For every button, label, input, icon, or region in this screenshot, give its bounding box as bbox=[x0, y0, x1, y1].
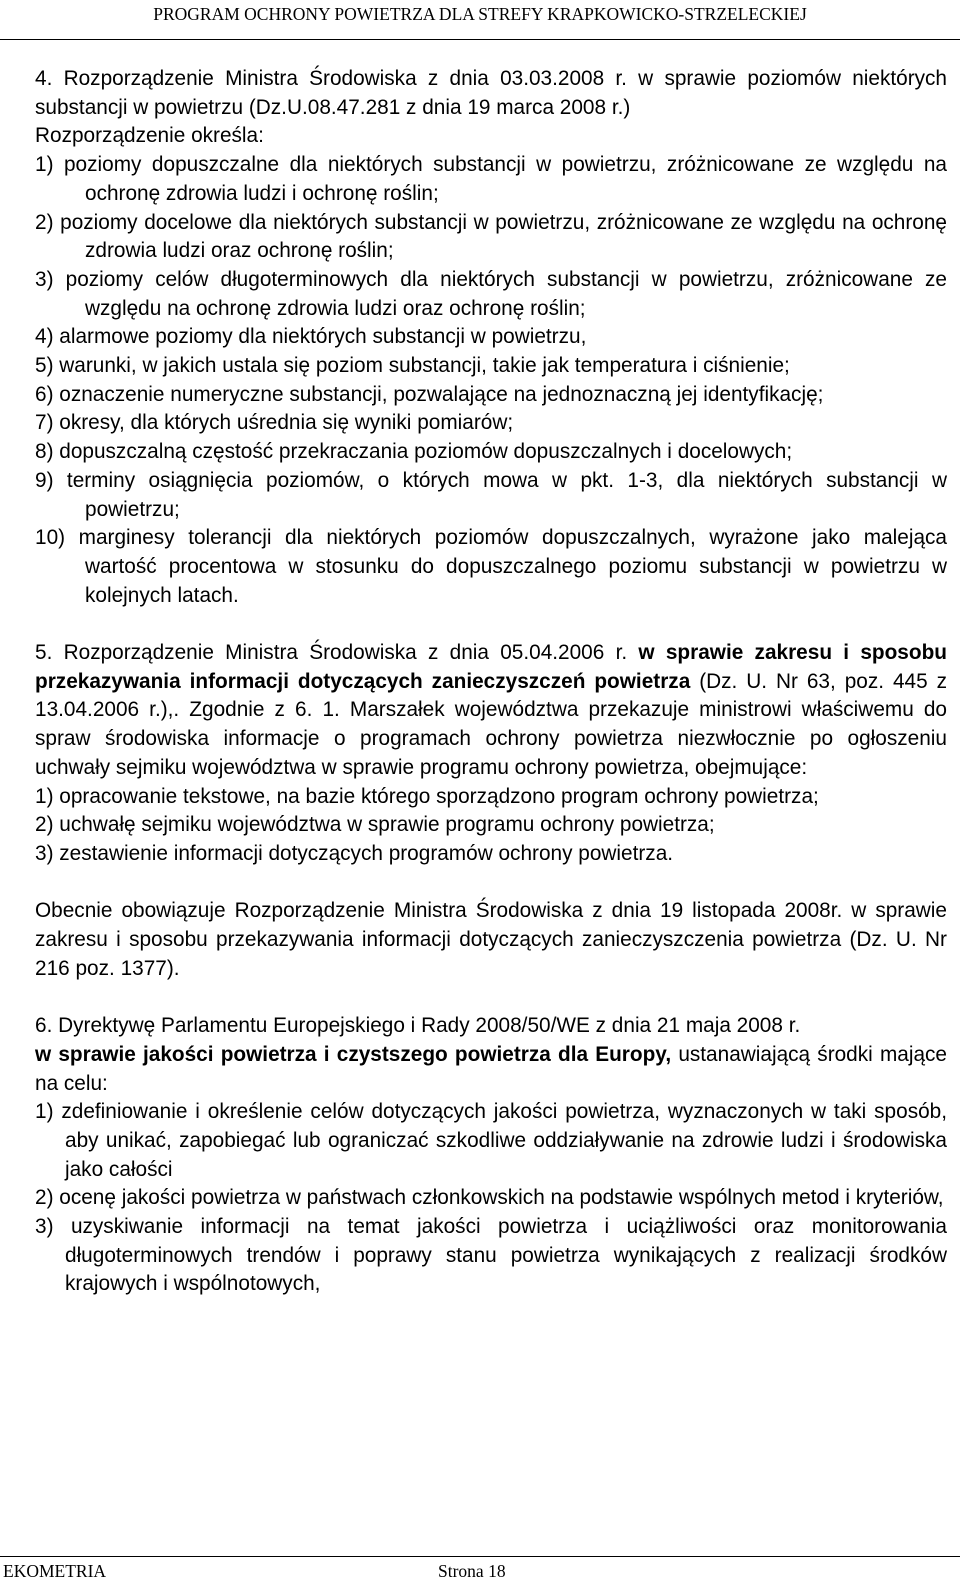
document-body bbox=[35, 65, 947, 1299]
section-5-lead-bold: w sprawie zakresu i sposobu przekazywania informacji dotyczących zanieczyszczeń powietrza bbox=[35, 641, 947, 693]
section-6-lead: 6. Dyrektywę Parlamentu Europejskiego i Rady 2008/50/WE z dnia 21 maja 2008 r. bbox=[35, 1014, 801, 1038]
list-item: 10) marginesy tolerancji dla niektórych poziomów dopuszczalnych, wyrażone jako malejąca wartość procentowa w stosunku do dopuszczalnego poziomu substancji w powietrzu w kolejnych latach. bbox=[35, 526, 947, 607]
section-5-note: Obecnie obowiązuje Rozporządzenie Ministra Środowiska z dnia 19 listopada 2008r. w sprawie zakresu i sposobu przekazywania informacji dotyczących zanieczyszczenia powietrza (Dz. U. Nr 216 poz. 1377). bbox=[35, 899, 947, 980]
list-item: 3) poziomy celów długoterminowych dla niektórych substancji w powietrzu, zróżnicowane ze względu na ochronę zdrowia ludzi oraz ochronę roślin; bbox=[35, 267, 947, 320]
list-item: 2) ocenę jakości powietrza w państwach członkowskich na podstawie wspólnych metod i kryteriów, bbox=[35, 1186, 944, 1210]
header-title: PROGRAM OCHRONY POWIETRZA DLA STREFY KRAPKOWICKO-STRZELECKIEJ bbox=[153, 4, 807, 24]
list-item: 8) dopuszczalną częstość przekraczania poziomów dopuszczalnych i docelowych; bbox=[35, 440, 793, 464]
section-5-lead-plain: 5. Rozporządzenie Ministra Środowiska z dnia 05.04.2006 r. bbox=[35, 641, 628, 665]
footer-page-number: Strona 18 bbox=[438, 1561, 506, 1581]
list-item: 2) poziomy docelowe dla niektórych substancji w powietrzu, zróżnicowane ze względu na ochronę zdrowia ludzi oraz ochronę roślin; bbox=[35, 210, 947, 263]
list-item: 4) alarmowe poziomy dla niektórych substancji w powietrzu, bbox=[35, 325, 587, 349]
page-footer bbox=[0, 1556, 960, 1585]
list-item: 1) poziomy dopuszczalne dla niektórych substancji w powietrzu, zróżnicowane ze względu na ochronę zdrowia ludzi i ochronę roślin; bbox=[35, 153, 947, 205]
list-item: 3) zestawienie informacji dotyczących programów ochrony powietrza. bbox=[35, 841, 674, 865]
section-6-lead-cont bbox=[35, 1041, 947, 1098]
list-item: 6) oznaczenie numeryczne substancji, pozwalające na jednoznaczną jej identyfikację; bbox=[35, 382, 824, 406]
section-5-lead-rest: (Dz. U. Nr 63, poz. 445 z 13.04.2006 r.),. Zgodnie z 6. 1. Marszałek województwa przekazuje ministrowi właściwemu do spraw środowiska informacje o programach ochrony powietrza niezwłocznie po ogłoszeniu uchwały sejmiku województwa w sprawie programu ochrony powietrza, obejmujące: bbox=[35, 669, 947, 779]
section-4-lead: 4. Rozporządzenie Ministra Środowiska z dnia 03.03.2008 r. w sprawie poziomów niektórych substancji w powietrzu (Dz.U.08.47.281 z dnia 19 marca 2008 r.) bbox=[35, 67, 947, 119]
section-4-list bbox=[35, 151, 947, 610]
section-6-lead-bold: w sprawie jakości powietrza i czystszego powietrza dla Europy, bbox=[35, 1042, 672, 1066]
list-item: 2) uchwałę sejmiku województwa w sprawie programu ochrony powietrza; bbox=[35, 813, 715, 837]
section-6-lead-rest: ustanawiającą środki mające na celu: bbox=[35, 1042, 947, 1095]
section-5-list bbox=[35, 783, 947, 869]
page-header bbox=[0, 0, 960, 40]
section-4-intro: Rozporządzenie określa: bbox=[35, 124, 264, 148]
list-item: 1) zdefiniowanie i określenie celów dotyczących jakości powietrza, wyznaczonych w taki sposób, aby unikać, zapobiegać lub ograniczać szkodliwe oddziaływanie na zdrowie ludzi i środowiska jako całości bbox=[35, 1100, 947, 1181]
section-6-list bbox=[35, 1098, 947, 1299]
footer-company: EKOMETRIA bbox=[3, 1561, 107, 1581]
list-item: 5) warunki, w jakich ustala się poziom substancji, takie jak temperatura i ciśnienie; bbox=[35, 354, 790, 378]
section-5-lead bbox=[35, 639, 947, 783]
list-item: 3) uzyskiwanie informacji na temat jakości powietrza i uciążliwości oraz monitorowania długoterminowych trendów i poprawy stanu powietrza wynikających z realizacji środków krajowych i wspólnotowych, bbox=[35, 1215, 947, 1296]
list-item: 1) opracowanie tekstowe, na bazie którego sporządzono program ochrony powietrza; bbox=[35, 784, 819, 808]
list-item: 7) okresy, dla których uśrednia się wyniki pomiarów; bbox=[35, 411, 514, 435]
list-item: 9) terminy osiągnięcia poziomów, o których mowa w pkt. 1-3, dla niektórych substancji w powietrzu; bbox=[35, 468, 947, 521]
